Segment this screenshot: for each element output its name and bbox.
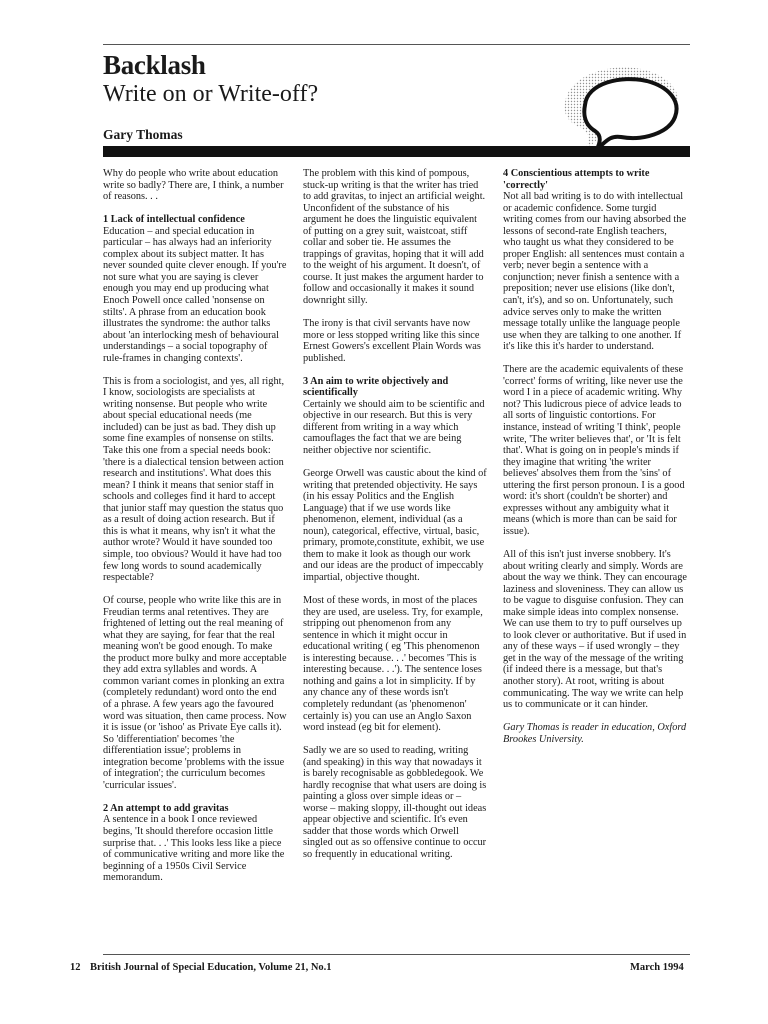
- paragraph: George Orwell was caustic about the kind of writing that pretended objectivity. He says (in his essay Politics and the English Language) that if we use words like phenomenon, element, individual (as a noun), categorical, effective, virtual, basic, primary, promote,constitute, exhibit, we use them to make it look as though our work and our ideas are the product of impeccably impartial, objective thought.: [303, 468, 487, 583]
- paragraph: There are the academic equivalents of these 'correct' forms of writing, like never use the word I in a piece of academic writing. Why not? This ludicrous piece of advice leads to all sorts of linguistic contortions. For instance, instead of writing 'I think', people write, 'The writer believes that', or 'It is felt that'. What is going on in people's minds if they imagine that writing 'the writer believes' absolves them from the 'sins' of uttering the first person pronoun. I is a good word: it's short (couldn't be shorter) and expresses without any ambiguity what it means (which is more than can be said for issue).: [503, 364, 685, 537]
- section-heading: 4 Conscientious attempts to write 'correctly': [503, 168, 650, 191]
- article-subtitle: Write on or Write-off?: [103, 81, 319, 107]
- paragraph: The problem with this kind of pompous, stuck-up writing is that the writer has tried to add gravitas, to inject an artificial weight. Unconfident of the substance of his argument he does the linguistic equivalent of putting on a grey suit, waistcoat, stiff collar and sober tie. He assumes the trappings of gravitas, hoping that it will add to the weight of his argument. It doesn't, of course. It just makes the argument harder to follow and occasionally it makes it sound downright silly.: [303, 168, 486, 307]
- author-name: Gary Thomas: [103, 127, 183, 142]
- author-bio: Gary Thomas is reader in education, Oxford Brookes University.: [503, 722, 687, 745]
- paragraph: All of this isn't just inverse snobbery. It's about writing clearly and simply. Words are about the way we think. They can encourage laziness and sloveniness. They can allow us to be vague to disguise confusion. They can make simple ideas into complex nonsense. We can use them to try to puff ourselves up to look clever or authoritative. But if used in any of these ways – if used wrongly – they get in the way of the message of the writing (if indeed there is a message, but that's another story). At root, writing is about communicating. The way we write can help us to communicate or it can hinder.: [503, 548, 687, 711]
- paragraph: Why do people who write about education write so badly? There are, I think, a number of reasons. . .: [103, 168, 284, 203]
- paragraph: This is from a sociologist, and yes, all right, I know, sociologists are specialists at writing nonsense. But people who write about special educational needs (me included) can be just as bad. They dish up some fine examples of nonsense on stilts. Take this one from a special needs book: 'there is a dialectical tension between action research and institutions'. What does this mean? I think it means that senior staff in schools and colleges find it hard to accept that junior staff may question the status quo as a result of doing action research. But if this is what it means, why isn't it what the author wrote? Would it have sounded too simple, too obvious? Would it have had too few long words to sound academically respectable?: [103, 375, 285, 584]
- column-1: [103, 168, 287, 895]
- section-heading: 3 An aim to write objectively and scientifically: [303, 375, 449, 399]
- paragraph: Certainly we should aim to be scientific and objective in our research. But this is very different from writing in a way which camouflages the fact that we are being neither objective nor scientific.: [303, 398, 485, 457]
- header-band: [103, 146, 690, 157]
- paragraph: Of course, people who write like this are in Freudian terms anal retentives. They are frightened of letting out the real meaning of what they are saying, for fear that the real meaning won't be good enough. To make the product more bulky and more acceptable they add extra syllables and words. A common variant comes in plonking an extra (completely redundant) word onto the end of a phrase. A few years ago the favoured word was situation, then came process. Now it is issue (or 'ishoo' as Private Eye calls it). So 'differentiation' becomes 'the differentiation issue'; problems in integration become 'problems with the issue of integration'; the curriculum becomes 'curricular issues'.: [103, 595, 287, 791]
- section-heading: 1 Lack of intellectual confidence: [103, 214, 245, 226]
- bottom-rule: [103, 954, 690, 955]
- paragraph: Education – and special education in particular – has always had an inferiority complex about its subject matter. It has never sounded quite clever enough. If you're not sure what you are saying is clever enough you may end up producing what Enoch Powell once called 'nonsense on stilts'. A phrase from an education book illustrates the syndrome: the author talks about 'an interlocking mesh of behavioural understandings – a social topography of rule-frames in changing contexts'.: [103, 225, 287, 364]
- paragraph: Not all bad writing is to do with intellectual or academic confidence. Some turgid writing comes from our having absorbed the lessons of second-rate English teachers, who taught us what they considered to be proper English: all sentences must contain a verb; never begin a sentence with a conjunction; never finish a sentence with a preposition; never use elisions (like don't, can't, it's), and so on. Unfortunately, such advice serves only to make the written message totally unlike the language people use when they are talking to one another. If it's like this it's harder to understand.: [503, 191, 687, 353]
- paragraph: Sadly we are so used to reading, writing (and speaking) in this way that nowadays it is barely recognisable as gobbledegook. We hardly recognise that what users are doing is painting a gloss over simple ideas or – worse – making sloppy, ill-thought out ideas appear objective and scientific. It's even sadder that those words which Orwell singled out as so offensive continue to occur so frequently in educational writing.: [303, 745, 487, 861]
- column-3: [503, 168, 687, 757]
- page-number: 12: [70, 962, 81, 973]
- column-2: [303, 168, 487, 872]
- paragraph: A sentence in a book I once reviewed begins, 'It should therefore occasion little surprise that. . .' This looks less like a piece of communicative writing and more like the beginning of a 1950s Civil Service memorandum.: [103, 814, 285, 884]
- paragraph: The irony is that civil servants have now more or less stopped writing like this since Ernest Gowers's excellent Plain Words was published.: [303, 318, 481, 364]
- top-rule: [103, 44, 690, 45]
- article-title: Backlash: [103, 50, 206, 80]
- journal-citation: British Journal of Special Education, Volume 21, No.1: [90, 962, 332, 973]
- speech-bubble-icon: [555, 55, 695, 155]
- issue-date: March 1994: [630, 962, 684, 973]
- section-heading: 2 An attempt to add gravitas: [103, 802, 229, 814]
- paragraph: Most of these words, in most of the places they are used, are useless. Try, for example, stripping out phenomenon from any sentence in which it might occur in educational writing ( eg 'This phenomenon is interesting because. . .' becomes 'This is interesting because. . .'). The sentence loses nothing and gains a lot in simplicity. If by any chance any of these words isn't completely redundant (as 'phenomenon' certainly is) you can use an Anglo Saxon word instead (eg bit for element).: [303, 595, 483, 734]
